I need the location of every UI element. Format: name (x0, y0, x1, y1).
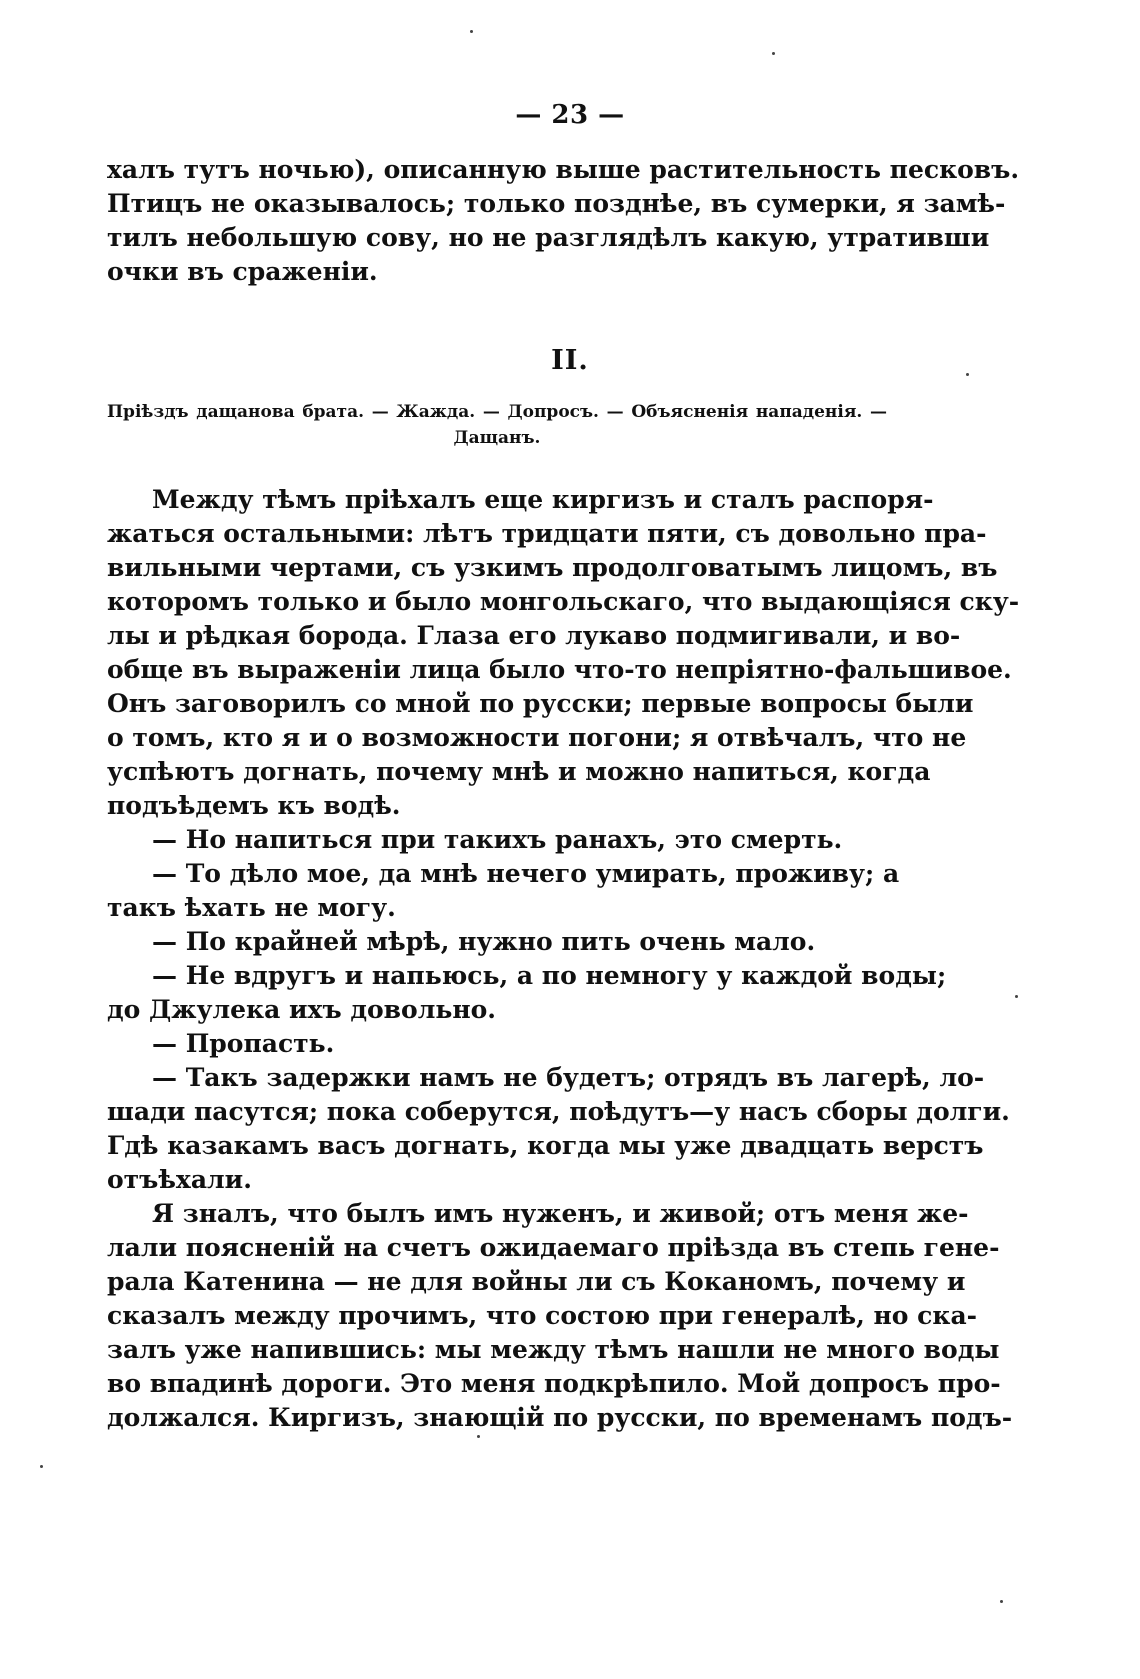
text-line: Между тѣмъ пріѣхалъ еще киргизъ и сталъ распоря- (152, 485, 934, 514)
scan-speck (1015, 995, 1018, 998)
dialogue-line: — Такъ задержки намъ не будетъ; отрядъ въ лагерѣ, ло- (152, 1063, 985, 1092)
text-line: должался. Киргизъ, знающій по русски, по временамъ подъ- (107, 1403, 1013, 1432)
chapter-summary-line: Дащанъ. (453, 428, 541, 448)
text-line: отъѣхали. (107, 1165, 252, 1194)
scan-speck (40, 1465, 43, 1468)
text-line: лали поясненій на счетъ ожидаемаго пріѣзда въ степь гене- (107, 1233, 1000, 1262)
dialogue-line: — Не вдругъ и напьюсь, а по немногу у каждой воды; (152, 961, 947, 990)
chapter-number: II. (551, 345, 589, 376)
scan-speck (477, 1435, 480, 1438)
dialogue-line: — Но напиться при такихъ ранахъ, это смерть. (152, 825, 843, 854)
dialogue-line: — Пропасть. (152, 1029, 335, 1058)
text-line: очки въ сраженіи. (107, 257, 378, 286)
text-line: жаться остальными: лѣтъ тридцати пяти, съ довольно пра- (107, 519, 987, 548)
chapter-summary-line: Пріѣздъ дащанова брата. — Жажда. — Допросъ. — Объясненія нападенія. — (107, 402, 887, 422)
text-line: тилъ небольшую сову, но не разглядѣлъ какую, утративши (107, 223, 990, 252)
page-number: — 23 — (515, 100, 625, 130)
text-line: Птицъ не оказывалось; только позднѣе, въ сумерки, я замѣ- (107, 189, 1006, 218)
text-line: такъ ѣхать не могу. (107, 893, 396, 922)
text-line: успѣютъ догнать, почему мнѣ и можно напиться, когда (107, 757, 931, 786)
scan-speck (966, 373, 969, 376)
text-line: лы и рѣдкая борода. Глаза его лукаво подмигивали, и во- (107, 621, 961, 650)
text-line: Я зналъ, что былъ имъ нуженъ, и живой; отъ меня же- (152, 1199, 969, 1228)
text-line: сказалъ между прочимъ, что состою при генералѣ, но ска- (107, 1301, 978, 1330)
text-line: Онъ заговорилъ со мной по русски; первые вопросы были (107, 689, 974, 718)
text-line: обще въ выраженіи лица было что-то непріятно-фальшивое. (107, 655, 1012, 684)
text-line: шади пасутся; пока соберутся, поѣдутъ—у насъ сборы долги. (107, 1097, 1010, 1126)
scan-speck (1000, 1600, 1003, 1603)
text-line: во впадинѣ дороги. Это меня подкрѣпило. Мой допросъ про- (107, 1369, 1001, 1398)
dialogue-line: — По крайней мѣрѣ, нужно пить очень мало. (152, 927, 816, 956)
text-line: рала Катенина — не для войны ли съ Кокaномъ, почему и (107, 1267, 966, 1296)
text-line: халъ тутъ ночью), описанную выше растительность песковъ. (107, 155, 1020, 184)
text-line: подъѣдемъ къ водѣ. (107, 791, 401, 820)
dialogue-line: — То дѣло мое, да мнѣ нечего умирать, проживу; а (152, 859, 900, 888)
scan-speck (772, 52, 775, 55)
text-line: вильными чертами, съ узкимъ продолговатымъ лицомъ, въ (107, 553, 998, 582)
text-line: до Джулека ихъ довольно. (107, 995, 496, 1024)
text-line: о томъ, кто я и о возможности погони; я отвѣчалъ, что не (107, 723, 967, 752)
text-line: которомъ только и было монгольскаго, что выдающіяся ску- (107, 587, 1020, 616)
scan-speck (470, 30, 473, 33)
text-line: Гдѣ казакамъ васъ догнать, когда мы уже двадцать верстъ (107, 1131, 984, 1160)
text-line: залъ уже напившись: мы между тѣмъ нашли не много воды (107, 1335, 1000, 1364)
